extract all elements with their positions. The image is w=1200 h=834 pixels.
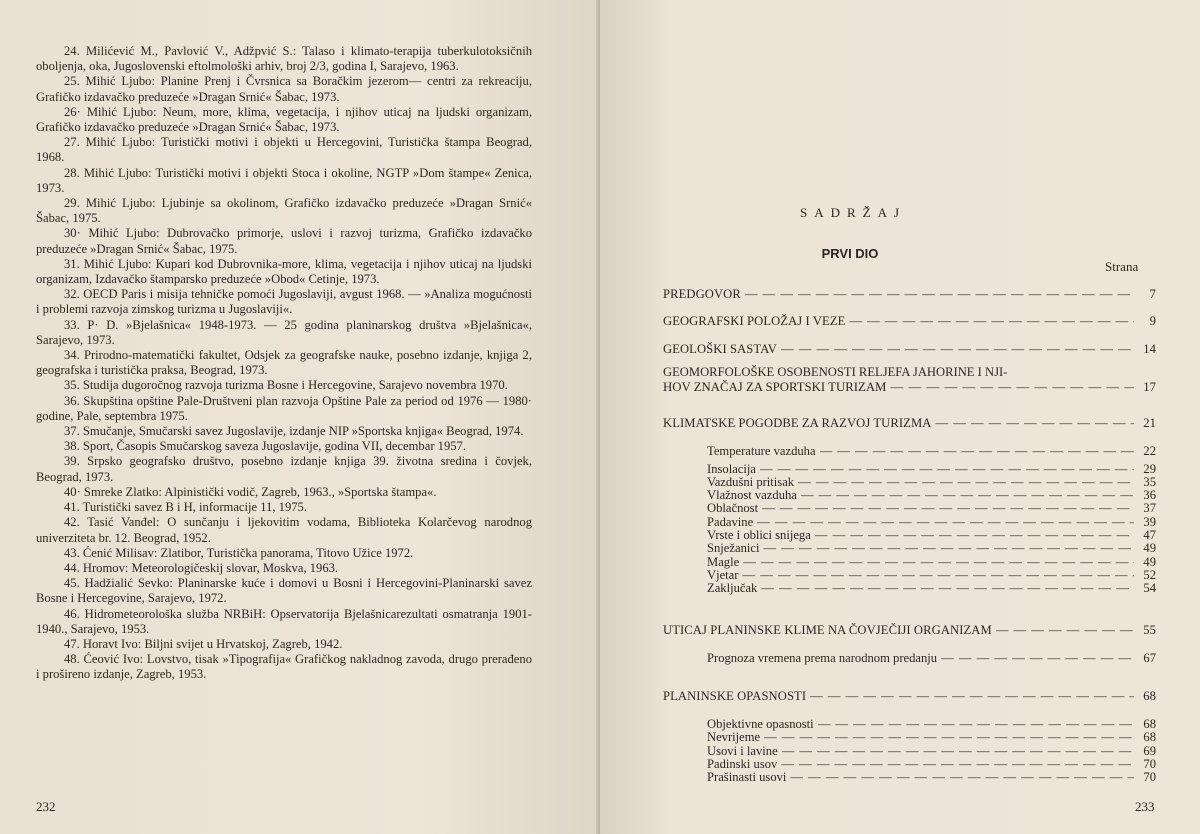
toc-subentry — [707, 444, 1156, 458]
bibliography-entry: 36. Skupština opštine Pale-Društveni plan razvoja Opštine Pale za period od 1976 — 1980· godine, Pale, septembra 1975. — [36, 393, 532, 423]
bibliography-entry: 40· Smreke Zlatko: Alpinistički vodič, Zagreb, 1963., »Sportska štampa«. — [64, 484, 437, 499]
bibliography-entry: 38. Sport, Časopis Smučarskog saveza Jugoslavije, godina VII, decembar 1957. — [64, 439, 466, 454]
bibliography-entry: 39. Srpsko geografsko društvo, posebno izdanje knjiga 39. životna sredina i čovjek, Beograd, 1973. — [36, 454, 532, 484]
toc-entry-label: Snježanici — [707, 541, 760, 555]
toc-subentry — [707, 501, 1156, 515]
bibliography-entry: 27. Mihić Ljubo: Turistički motivi i objekti u Hercegovini, Turistička štampa Beograd, 1968. — [36, 135, 532, 165]
leader-dashes — [760, 462, 1134, 476]
bibliography-entry: 26· Mihić Ljubo: Neum, more, klima, vegetacija, i njihov uticaj na ljudski organizam, Grafičko izdavačko preduzeće »Dragan Srnić« Šabac, 1973. — [36, 104, 532, 135]
toc-entry-label: Vrste i oblici snijega — [707, 528, 811, 542]
bibliography-entry: 43. Ćenić Milisav: Zlatibor, Turistička panorama, Titovo Užice 1972. — [64, 545, 414, 560]
toc-entry-page: 14 — [1143, 342, 1156, 356]
toc-entry — [663, 287, 1156, 301]
toc-entry — [663, 365, 1156, 394]
bibliography-entry: 47. Horavt Ivo: Biljni svijet u Hrvatskoj, Zagreb, 1942. — [64, 636, 343, 651]
table-of-contents — [600, 0, 1200, 834]
bibliography-entry: 45. Hadžialić Sevko: Planinarske kuće i domovi u Bosni i Hercegovini-Planinarski savez Bosne i Hercegovine, Sarajevo, 1972. — [36, 576, 532, 606]
toc-entry-page: 49 — [1143, 541, 1156, 555]
toc-subentry — [707, 462, 1156, 476]
toc-entry-page: 70 — [1143, 757, 1156, 771]
bibliography-entry: 35. Studija dugoročnog razvoja turizma Bosne i Hercegovine, Sarajevo novembra 1970. — [64, 378, 508, 393]
bibliography-entry: 34. Prirodno-matematički fakultet, Odsjek za geografske nauke, posebno izdanje, knjiga 2, geografska i turistička praksa, Beograd, 1973. — [36, 348, 532, 378]
toc-entry-page: 49 — [1143, 555, 1156, 569]
leader-dashes — [849, 314, 1134, 328]
toc-subentry — [707, 757, 1156, 771]
toc-subentry — [707, 717, 1156, 731]
leader-dashes — [781, 757, 1134, 771]
leader-dashes — [790, 770, 1134, 784]
bibliography-entry: 46. Hidrometeorološka služba NRBiH: Opservatorija Bjelašnicarezultati osmatranja 1901-1940., Sarajevo, 1953. — [36, 606, 532, 636]
toc-entry-page: 35 — [1143, 475, 1156, 489]
leader-dashes — [798, 475, 1134, 489]
toc-entry-page: 9 — [1149, 314, 1156, 328]
leader-dashes — [820, 444, 1134, 458]
toc-entry-page: 68 — [1143, 730, 1156, 744]
leader-dashes — [745, 287, 1134, 301]
bibliography-entry: 25. Mihić Ljubo: Planine Prenj i Čvrsnica sa Boračkim jezerom— centri za rekreaciju, Grafičko izdavačko preduzeće »Dragan Srnić« Šabac, 1973. — [36, 74, 532, 104]
bibliography-entry: 48. Ćeović Ivo: Lovstvo, tisak »Tipografija« Grafičkog nakladnog zavoda, drugo prerađeno i prošireno izdanje, Zagreb, 1953. — [36, 652, 532, 682]
leader-dashes — [782, 744, 1134, 758]
toc-entry-page: 55 — [1143, 623, 1156, 637]
toc-entry — [663, 689, 1156, 703]
toc-subentry — [707, 568, 1156, 582]
page-column-label: Strana — [1105, 259, 1139, 274]
toc-subentry — [707, 555, 1156, 569]
leader-dashes — [757, 515, 1134, 529]
toc-entry — [663, 623, 1156, 637]
toc-entry — [663, 416, 1156, 430]
toc-subentry — [707, 581, 1156, 595]
leader-dashes — [743, 555, 1134, 569]
bibliography-entry: 37. Smučanje, Smučarski savez Jugoslavije, izdanje NIP »Sportska knjiga« Beograd, 1974. — [64, 424, 524, 439]
part-heading: PRVI DIO — [821, 246, 879, 261]
bibliography-entry: 44. Hromov: Meteorologičeskij slovar, Moskva, 1963. — [64, 560, 339, 575]
toc-entry-label: Vjetar — [707, 568, 739, 582]
toc-entry-page: 17 — [1143, 380, 1156, 394]
toc-entry-page: 52 — [1143, 568, 1156, 582]
bibliography-entry: 32. OECD Paris i misija tehničke pomoći Jugoslaviji, avgust 1968. — »Analiza mogućnosti i problemi razvoja zimskog turizma u Jugoslaviji«. — [36, 287, 532, 317]
toc-entry-page: 68 — [1143, 717, 1156, 731]
toc-subentry — [707, 488, 1156, 502]
bibliography-list — [36, 44, 532, 683]
right-page-number: 233 — [1135, 799, 1155, 814]
leader-dashes — [742, 568, 1134, 582]
leader-dashes — [801, 488, 1134, 502]
toc-entry-page: 67 — [1143, 651, 1156, 665]
toc-subentry — [707, 515, 1156, 529]
toc-subentry — [707, 541, 1156, 555]
toc-entry-label: Padinski usov — [707, 757, 778, 771]
toc-entry-label: GEOLOŠKI SASTAV — [663, 342, 777, 356]
right-page — [600, 0, 1200, 834]
toc-entry-label: Objektivne opasnosti — [707, 717, 814, 731]
bibliography-entry: 29. Mihić Ljubo: Ljubinje sa okolinom, Grafičko izdavačko preduzeće »Dragan Srnić« Šabac, 1975. — [36, 196, 532, 226]
toc-entry-label: HOV ZNAČAJ ZA SPORTSKI TURIZAM — [663, 380, 887, 394]
bibliography-entry: 30· Mihić Ljubo: Dubrovačko primorje, uslovi i razvoj turizma, Grafičko izdavačko preduzeće »Dragan Srnić« Šabac, 1975. — [36, 226, 532, 256]
toc-subentry — [707, 651, 1156, 665]
toc-entry-label: Nevrijeme — [707, 730, 761, 744]
toc-entry-label: Insolacija — [707, 462, 756, 476]
toc-entry-page: 37 — [1143, 501, 1156, 515]
bibliography-entry: 28. Mihić Ljubo: Turistički motivi i objekti Stoca i okoline, NGTP »Dom štampe« Zenica, 1973. — [36, 165, 532, 195]
toc-entry-page: 68 — [1143, 689, 1156, 703]
toc-entry-page: 47 — [1143, 528, 1156, 542]
toc-entry — [663, 342, 1156, 356]
toc-subentry — [707, 528, 1156, 542]
bibliography-entry: 41. Turistički savez B i H, informacije 11, 1975. — [64, 500, 307, 515]
toc-entry-label: Temperature vazduha — [707, 444, 816, 458]
toc-entry-label: GEOMORFOLOŠKE OSOBENOSTI RELJEFA JAHORINE I NJI- — [663, 365, 1008, 379]
toc-entry-label: Prognoza vremena prema narodnom predanju — [707, 651, 938, 665]
toc-entry-page: 22 — [1143, 444, 1156, 458]
bibliography-entry: 31. Mihić Ljubo: Kupari kod Dubrovnika-more, klima, vegetacija i njihov uticaj na ljudski organizam, Izdavačko štamparsko preduzeće »Obod« Cetinje, 1973. — [36, 256, 532, 287]
leader-dashes — [810, 689, 1134, 703]
toc-entry-label: Vazdušni pritisak — [707, 475, 795, 489]
toc-entry-page: 54 — [1143, 581, 1156, 595]
toc-entry-label: Usovi i lavine — [707, 744, 778, 758]
toc-entry-label: Oblačnost — [707, 501, 759, 515]
leader-dashes — [941, 651, 1134, 665]
leader-dashes — [763, 541, 1134, 555]
toc-subentry — [707, 730, 1156, 744]
leader-dashes — [996, 623, 1134, 637]
toc-subentry — [707, 475, 1156, 489]
bibliography-entry: 24. Milićević M., Pavlović V., Adžpvić S.: Talaso i klimato-terapija tuberkulotoksičnih oboljenja, oka, Jugoslovenski eftolmološki arhiv, broj 2/3, godina I, Sarajevo, 1963. — [36, 44, 532, 74]
toc-entry-label: PLANINSKE OPASNOSTI — [663, 689, 807, 703]
contents-title: SADRŽAJ — [800, 205, 907, 220]
toc-entry-label: KLIMATSKE POGODBE ZA RAZVOJ TURIZMA — [663, 416, 932, 430]
bibliography-entry: 33. P· D. »Bjelašnica« 1948-1973. — 25 godina planinarskog društva »Bjelašnica«, Sarajevo, 1973. — [36, 317, 532, 347]
toc-entry-page: 21 — [1143, 416, 1156, 430]
toc-entry-label: Magle — [707, 555, 740, 569]
leader-dashes — [935, 416, 1134, 430]
toc-entry-page: 39 — [1143, 515, 1156, 529]
leader-dashes — [815, 528, 1134, 542]
toc-entry-label: GEOGRAFSKI POLOŽAJ I VEZE — [663, 314, 846, 328]
toc-entry-line — [663, 380, 1156, 394]
toc-entry-page: 70 — [1143, 770, 1156, 784]
left-page-number: 232 — [36, 799, 56, 814]
toc-entry-label: PREDGOVOR — [663, 287, 741, 301]
toc-entry-page: 7 — [1149, 287, 1156, 301]
toc-entry-label: Padavine — [707, 515, 754, 529]
toc-subentry — [707, 744, 1156, 758]
toc-entry-label: UTICAJ PLANINSKE KLIME NA ČOVJEČIJI ORGANIZAM — [663, 623, 992, 637]
leader-dashes — [764, 730, 1134, 744]
leader-dashes — [781, 342, 1134, 356]
toc-entry-label: Zaključak — [707, 581, 758, 595]
leader-dashes — [818, 717, 1134, 731]
leader-dashes — [762, 501, 1134, 515]
toc-entry-label: Prašinasti usovi — [707, 770, 787, 784]
bibliography-entry: 42. Tasić Vanđel: O sunčanju i ljekovitim vodama, Biblioteka Kolarčevog narodnog univerziteta br. 12. Beograd, 1952. — [36, 515, 532, 545]
leader-dashes — [890, 380, 1134, 394]
toc-entry-page: 69 — [1143, 744, 1156, 758]
toc-entry — [663, 314, 1156, 328]
toc-entry-page: 36 — [1143, 488, 1156, 502]
leader-dashes — [761, 581, 1134, 595]
toc-entry-page: 29 — [1143, 462, 1156, 476]
toc-subentry — [707, 770, 1156, 784]
toc-entry-label: Vlažnost vazduha — [707, 488, 797, 502]
